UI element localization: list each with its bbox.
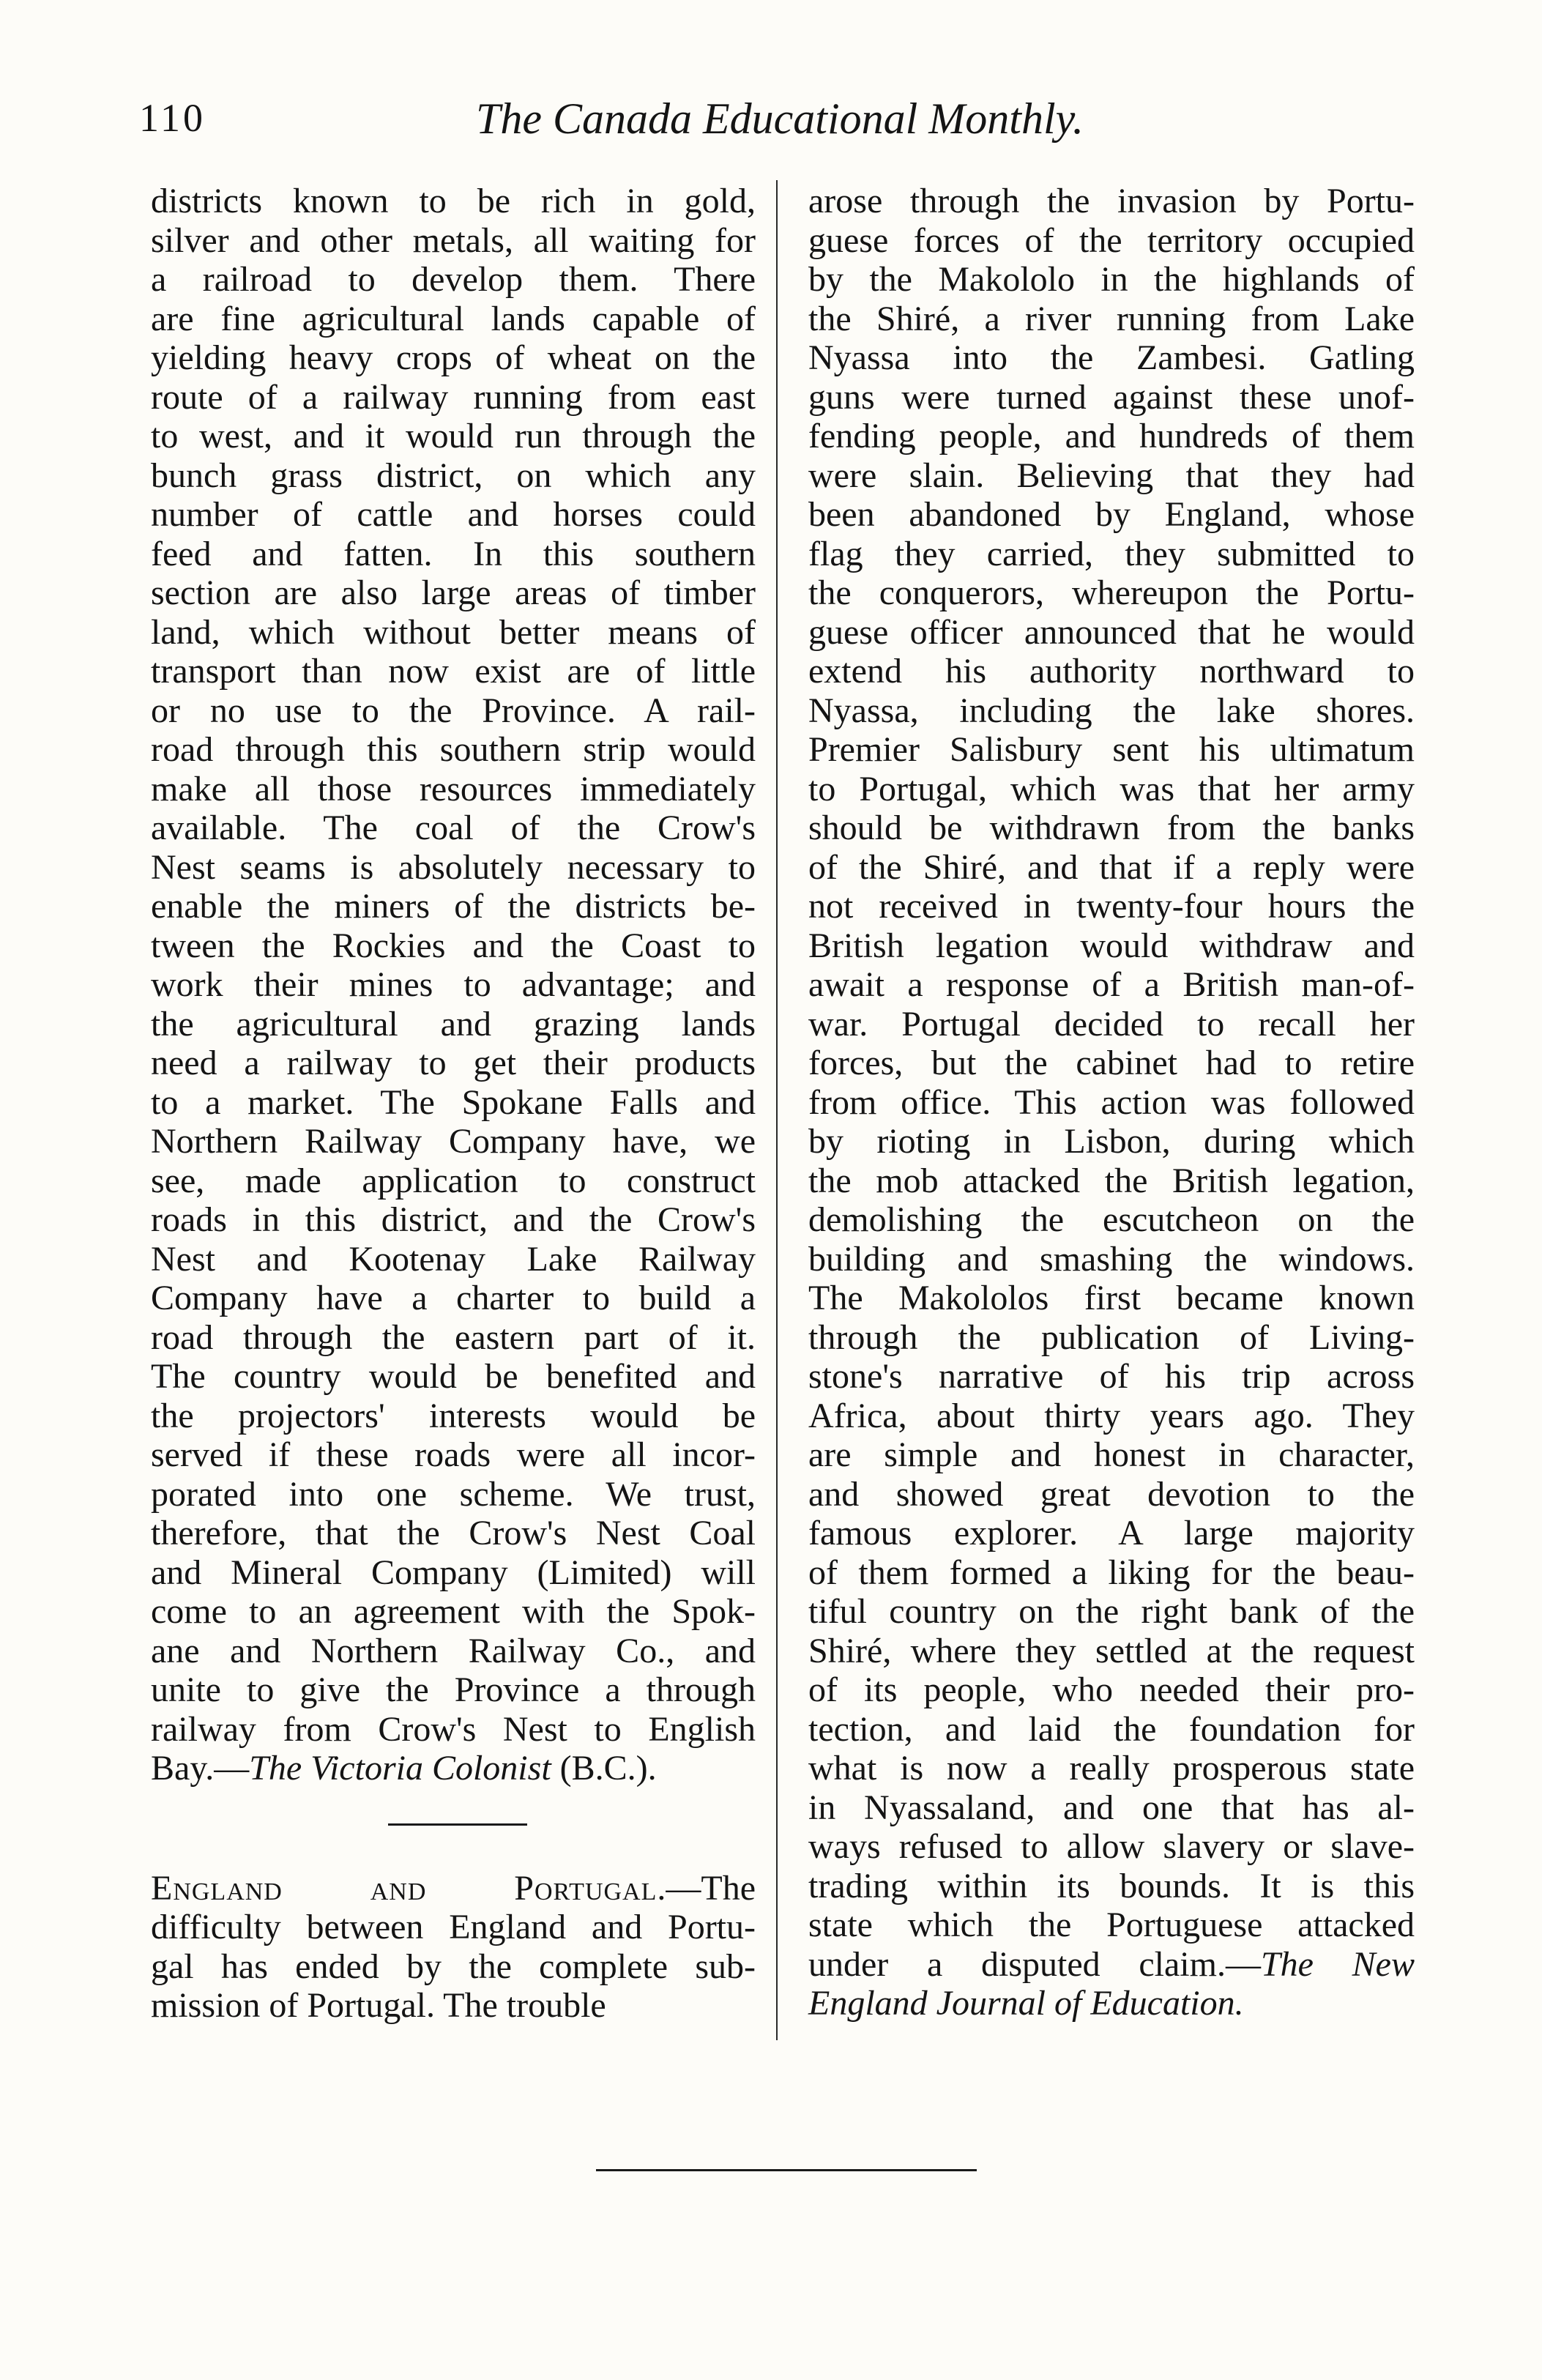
text-line: to Portugal, which was that her army	[808, 769, 1415, 808]
text-line: Africa, about thirty years ago. They	[808, 1396, 1415, 1435]
text-line: guese forces of the territory occupied	[808, 220, 1415, 260]
text-line: road through this southern strip would	[151, 730, 756, 769]
text-line: were slain. Believing that they had	[808, 455, 1415, 495]
text-line: difficulty between England and Portu-	[151, 1908, 756, 1946]
page-number: 110	[139, 96, 206, 140]
text-line: by the Makololo in the highlands of	[808, 260, 1415, 299]
text-line: a railroad to develop them. There	[151, 260, 756, 299]
citation-source: The Victoria Colonist	[249, 1749, 551, 1788]
text-line: forces, but the cabinet had to retire	[808, 1044, 1415, 1082]
section-separator-rule	[388, 1823, 527, 1826]
right-column	[808, 182, 1415, 2023]
text-line: from office. This action was followed	[808, 1082, 1415, 1122]
section-body	[151, 1908, 756, 2026]
text-line: to west, and it would run through the	[151, 417, 756, 455]
right-citation-source-2: England Journal of Education.	[808, 1984, 1244, 2023]
text-line: gal has ended by the complete sub-	[151, 1946, 756, 1986]
text-line: through the publication of Living-	[808, 1317, 1415, 1357]
text-line: guese officer announced that he would	[808, 612, 1415, 652]
text-line: building and smashing the windows.	[808, 1239, 1415, 1279]
text-line: The Makololos first became known	[808, 1279, 1415, 1317]
text-line: the agricultural and grazing lands	[151, 1004, 756, 1044]
text-line: Nyassa into the Zambesi. Gatling	[808, 338, 1415, 377]
text-line: come to an agreement with the Spok-	[151, 1592, 756, 1631]
text-line: route of a railway running from east	[151, 377, 756, 417]
text-line: unite to give the Province a through	[151, 1670, 756, 1709]
text-line: await a response of a British man-of-	[808, 965, 1415, 1004]
text-line: tiful country on the right bank of the	[808, 1592, 1415, 1631]
text-line: are simple and honest in character,	[808, 1435, 1415, 1474]
text-line: famous explorer. A large majority	[808, 1514, 1415, 1552]
section-heading: England and Portugal	[151, 1868, 658, 1908]
text-line: roads in this district, and the Crow's	[151, 1200, 756, 1239]
text-line: state which the Portuguese attacked	[808, 1905, 1415, 1944]
text-line: of them formed a liking for the beau-	[808, 1552, 1415, 1592]
text-line: railway from Crow's Nest to English	[151, 1709, 756, 1749]
page-header	[139, 88, 1413, 161]
text-line: make all those resources immediately	[151, 769, 756, 808]
text-line: feed and fatten. In this southern	[151, 534, 756, 573]
text-line: arose through the invasion by Portu-	[808, 182, 1415, 220]
text-line: British legation would withdraw and	[808, 926, 1415, 965]
text-line: see, made application to construct	[151, 1161, 756, 1200]
text-line: of its people, who needed their pro-	[808, 1670, 1415, 1709]
text-line: yielding heavy crops of wheat on the	[151, 338, 756, 377]
text-line: enable the miners of the districts be-	[151, 887, 756, 926]
text-line: Shiré, where they settled at the request	[808, 1631, 1415, 1670]
text-line: districts known to be rich in gold,	[151, 182, 756, 220]
section-england-portugal	[151, 1869, 756, 2026]
text-line: tection, and laid the foundation for	[808, 1709, 1415, 1749]
section-heading-line	[151, 1869, 756, 1908]
text-line: to a market. The Spokane Falls and	[151, 1082, 756, 1122]
left-article-citation	[151, 1749, 756, 1788]
text-line: number of cattle and horses could	[151, 495, 756, 534]
text-line: Nest seams is absolutely necessary to	[151, 847, 756, 887]
text-line: road through the eastern part of it.	[151, 1317, 756, 1357]
right-citation-prefix: under a disputed claim.—	[808, 1944, 1261, 1984]
text-line: need a railway to get their products	[151, 1044, 756, 1082]
text-line: work their mines to advantage; and	[151, 965, 756, 1004]
text-line: tween the Rockies and the Coast to	[151, 926, 756, 965]
text-line: been abandoned by England, whose	[808, 495, 1415, 534]
text-line: porated into one scheme. We trust,	[151, 1474, 756, 1514]
text-line: silver and other metals, all waiting for	[151, 220, 756, 260]
text-line: the mob attacked the British legation,	[808, 1161, 1415, 1200]
text-line: of the Shiré, and that if a reply were	[808, 847, 1415, 887]
text-line: the conquerors, whereupon the Portu-	[808, 573, 1415, 612]
text-line: in Nyassaland, and one that has al-	[808, 1788, 1415, 1827]
text-line: mission of Portugal. The trouble	[151, 1986, 606, 2025]
right-citation-source-1: The New	[1260, 1944, 1415, 1984]
text-line: Nest and Kootenay Lake Railway	[151, 1239, 756, 1279]
text-line: ane and Northern Railway Co., and	[151, 1631, 756, 1670]
text-line: guns were turned against these unof-	[808, 377, 1415, 417]
text-line: stone's narrative of his trip across	[808, 1357, 1415, 1396]
text-line: fending people, and hundreds of them	[808, 417, 1415, 455]
text-line: not received in twenty-four hours the	[808, 887, 1415, 926]
text-line: and showed great devotion to the	[808, 1474, 1415, 1514]
text-line: section are also large areas of timber	[151, 573, 756, 612]
text-line: ways refused to allow slavery or slave-	[808, 1827, 1415, 1866]
right-article-body	[808, 182, 1415, 1945]
left-article-body	[151, 182, 756, 1749]
text-line: war. Portugal decided to recall her	[808, 1004, 1415, 1044]
text-line: served if these roads were all incor-	[151, 1435, 756, 1474]
text-line: should be withdrawn from the banks	[808, 808, 1415, 847]
text-line: by rioting in Lisbon, during which	[808, 1122, 1415, 1161]
right-article-citation-line1	[808, 1945, 1415, 1985]
column-divider	[776, 180, 778, 2040]
citation-prefix: Bay.—	[151, 1749, 250, 1788]
footer-rule	[596, 2169, 977, 2171]
left-column	[151, 182, 756, 2026]
text-line: extend his authority northward to	[808, 652, 1415, 691]
text-line: the Shiré, a river running from Lake	[808, 299, 1415, 338]
text-line: the projectors' interests would be	[151, 1396, 756, 1435]
text-line: Company have a charter to build a	[151, 1279, 756, 1317]
text-line: Northern Railway Company have, we	[151, 1122, 756, 1161]
running-title: The Canada Educational Monthly.	[476, 94, 1084, 143]
text-line: and Mineral Company (Limited) will	[151, 1552, 756, 1592]
text-line: land, which without better means of	[151, 612, 756, 652]
text-line: or no use to the Province. A rail-	[151, 691, 756, 730]
text-line: therefore, that the Crow's Nest Coal	[151, 1514, 756, 1552]
text-line: transport than now exist are of little	[151, 652, 756, 691]
text-line: Nyassa, including the lake shores.	[808, 691, 1415, 730]
citation-suffix: (B.C.).	[559, 1749, 657, 1788]
text-line: demolishing the escutcheon on the	[808, 1200, 1415, 1239]
text-line: available. The coal of the Crow's	[151, 808, 756, 847]
text-line: are fine agricultural lands capable of	[151, 299, 756, 338]
text-line: trading within its bounds. It is this	[808, 1866, 1415, 1905]
text-line: Premier Salisbury sent his ultimatum	[808, 730, 1415, 769]
text-line: flag they carried, they submitted to	[808, 534, 1415, 573]
section-heading-dash: .—The	[657, 1868, 756, 1908]
text-line: The country would be benefited and	[151, 1357, 756, 1396]
text-line: what is now a really prosperous state	[808, 1749, 1415, 1788]
text-line: bunch grass district, on which any	[151, 455, 756, 495]
